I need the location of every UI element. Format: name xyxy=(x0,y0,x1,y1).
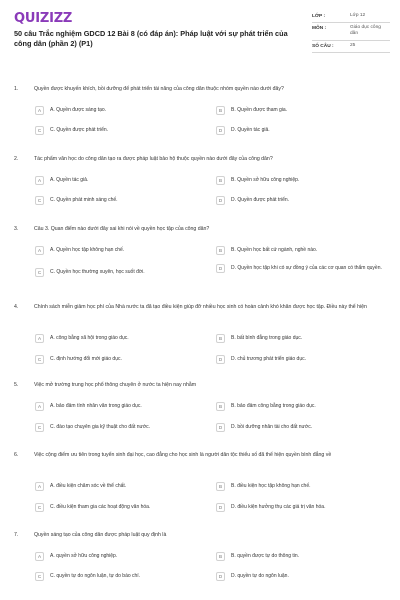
meta-value: 25 xyxy=(350,43,356,48)
option-letter-badge: C xyxy=(35,196,44,205)
option-a[interactable] xyxy=(35,176,185,185)
option-text: D. quyền tự do ngôn luận. xyxy=(231,573,289,580)
question-number: 7. xyxy=(14,532,19,538)
option-a[interactable] xyxy=(35,402,185,411)
option-text: A. quyền sở hữu công nghiệp. xyxy=(50,553,118,560)
question-number: 2. xyxy=(14,156,19,162)
option-letter-badge: A xyxy=(35,176,44,185)
question-number: 5. xyxy=(14,382,19,388)
question-text: Quyền sáng tạo của công dân được pháp luật quy định là xyxy=(34,532,167,538)
option-letter-badge: B xyxy=(216,334,225,343)
option-text: C. Quyền phát minh sáng chế. xyxy=(50,197,118,204)
question-text: Quyền được khuyến khích, bồi dưỡng để phát triển tài năng của công dân thuộc nhóm quyền nào dưới đây? xyxy=(34,86,284,92)
question-number: 1. xyxy=(14,86,19,92)
option-a[interactable] xyxy=(35,246,185,255)
option-d[interactable] xyxy=(216,572,386,581)
option-text: A. điều kiện chăm sóc về thể chất. xyxy=(50,483,127,490)
meta-row-count xyxy=(312,41,390,53)
option-text: B. bảo đảm công bằng trong giáo dục. xyxy=(231,403,316,410)
option-letter-badge: B xyxy=(216,552,225,561)
question-text: Việc mở trường trung học phổ thông chuyên ở nước ta hiện nay nhằm xyxy=(34,382,197,388)
meta-info-box xyxy=(312,11,390,53)
option-letter-badge: C xyxy=(35,355,44,364)
question-number: 6. xyxy=(14,452,19,458)
option-text: C. điều kiện tham gia các hoạt động văn hóa. xyxy=(50,504,151,511)
option-d[interactable] xyxy=(216,355,386,364)
option-letter-badge: B xyxy=(216,176,225,185)
option-letter-badge: A xyxy=(35,246,44,255)
option-letter-badge: A xyxy=(35,106,44,115)
option-letter-badge: A xyxy=(35,334,44,343)
option-letter-badge: B xyxy=(216,106,225,115)
option-c[interactable] xyxy=(35,503,185,512)
option-text: C. Quyền học thường xuyên, học suốt đời. xyxy=(50,269,145,276)
option-c[interactable] xyxy=(35,126,185,135)
option-text: B. Quyền học bất cứ ngành, nghề nào. xyxy=(231,247,318,254)
meta-label: SỐ CÂU : xyxy=(312,44,334,49)
option-text: C. Quyền được phát triển. xyxy=(50,127,109,134)
option-letter-badge: D xyxy=(216,264,225,273)
worksheet-header xyxy=(0,0,400,78)
option-letter-badge: C xyxy=(35,268,44,277)
option-text: D. Quyền tác giả. xyxy=(231,127,270,134)
option-letter-badge: B xyxy=(216,402,225,411)
question-text: Chính sách miễn giảm học phí của Nhà nước ta đã tạo điều kiện giúp đỡ nhiều học sinh có hoàn cảnh khó khăn được học tập. Điều này thể hiện xyxy=(34,304,367,310)
option-text: A. Quyền học tập không hạn chế. xyxy=(50,247,125,254)
option-c[interactable] xyxy=(35,268,185,277)
option-a[interactable] xyxy=(35,482,185,491)
option-a[interactable] xyxy=(35,334,185,343)
option-letter-badge: D xyxy=(216,196,225,205)
question-text: Câu 3. Quan điểm nào dưới đây sai khi nói về quyền học tập của công dân? xyxy=(34,226,210,232)
option-b[interactable] xyxy=(216,482,386,491)
option-text: B. Quyền sở hữu công nghiệp. xyxy=(231,177,300,184)
page-title: 50 câu Trắc nghiệm GDCD 12 Bài 8 (có đáp án): Pháp luật với sự phát triển của công dân (phần 2) (P1) xyxy=(14,29,288,48)
option-c[interactable] xyxy=(35,196,185,205)
option-letter-badge: B xyxy=(216,482,225,491)
option-b[interactable] xyxy=(216,552,386,561)
option-letter-badge: C xyxy=(35,126,44,135)
question-number: 3. xyxy=(14,226,19,232)
option-letter-badge: D xyxy=(216,126,225,135)
quizizz-logo: QUIZIZZ xyxy=(14,11,73,26)
option-letter-badge: A xyxy=(35,482,44,491)
option-text: C. định hướng đổi mới giáo dục. xyxy=(50,356,122,363)
option-letter-badge: C xyxy=(35,503,44,512)
question-number: 4. xyxy=(14,304,19,310)
option-d[interactable] xyxy=(216,423,386,432)
option-b[interactable] xyxy=(216,402,386,411)
option-text: B. bất bình đẳng trong giáo dục. xyxy=(231,335,303,342)
option-c[interactable] xyxy=(35,355,185,364)
option-letter-badge: D xyxy=(216,572,225,581)
meta-value: Lớp 12 xyxy=(350,13,366,18)
option-text: C. quyền tự do ngôn luận, tự do báo chí. xyxy=(50,573,141,580)
option-c[interactable] xyxy=(35,572,185,581)
meta-label: LỚP : xyxy=(312,14,326,19)
option-text: D. Quyền học tập khi có sự đồng ý của các cơ quan có thẩm quyền. xyxy=(231,265,382,272)
option-text: A. Quyền được sáng tạo. xyxy=(50,107,107,114)
option-b[interactable] xyxy=(216,334,386,343)
option-d[interactable] xyxy=(216,264,386,273)
option-text: B. điều kiện học tập không hạn chế. xyxy=(231,483,311,490)
option-text: D. điều kiện hưởng thụ các giá trị văn hóa. xyxy=(231,504,326,511)
option-text: D. chủ trương phát triển giáo dục. xyxy=(231,356,306,363)
option-d[interactable] xyxy=(216,126,386,135)
option-letter-badge: C xyxy=(35,423,44,432)
option-text: A. Quyền tác giả. xyxy=(50,177,89,184)
option-letter-badge: D xyxy=(216,503,225,512)
option-a[interactable] xyxy=(35,552,185,561)
option-text: A. công bằng xã hội trong giáo dục. xyxy=(50,335,129,342)
question-text: Tác phẩm văn học do công dân tạo ra được pháp luật bảo hộ thuộc quyền nào dưới đây của công dân? xyxy=(34,156,273,162)
option-text: A. bảo đảm tính nhân văn trong giáo dục. xyxy=(50,403,142,410)
option-text: D. bồi dưỡng nhân tài cho đất nước. xyxy=(231,424,313,431)
option-d[interactable] xyxy=(216,503,386,512)
option-text: B. Quyền được tham gia. xyxy=(231,107,288,114)
option-letter-badge: B xyxy=(216,246,225,255)
option-a[interactable] xyxy=(35,106,185,115)
option-text: D. Quyền được phát triển. xyxy=(231,197,290,204)
option-c[interactable] xyxy=(35,423,185,432)
meta-value: Giáo dục công dân xyxy=(350,25,381,36)
meta-row-subject xyxy=(312,23,390,41)
meta-label: MÔN : xyxy=(312,26,327,31)
option-letter-badge: D xyxy=(216,355,225,364)
option-b[interactable] xyxy=(216,106,386,115)
question-text: Việc cộng điểm ưu tiên trong tuyển sinh đại học, cao đẳng cho học sinh là người dân tộc thiểu số đã thể hiện quyền bình đẳng về xyxy=(34,452,332,458)
option-letter-badge: A xyxy=(35,552,44,561)
option-b[interactable] xyxy=(216,246,386,255)
meta-row-grade xyxy=(312,11,390,23)
option-letter-badge: C xyxy=(35,572,44,581)
option-text: C. đào tạo chuyên gia kỹ thuật cho đất nước. xyxy=(50,424,151,431)
option-letter-badge: A xyxy=(35,402,44,411)
option-text: B. quyền được tự do thông tin. xyxy=(231,553,300,560)
option-d[interactable] xyxy=(216,196,386,205)
option-b[interactable] xyxy=(216,176,386,185)
option-letter-badge: D xyxy=(216,423,225,432)
